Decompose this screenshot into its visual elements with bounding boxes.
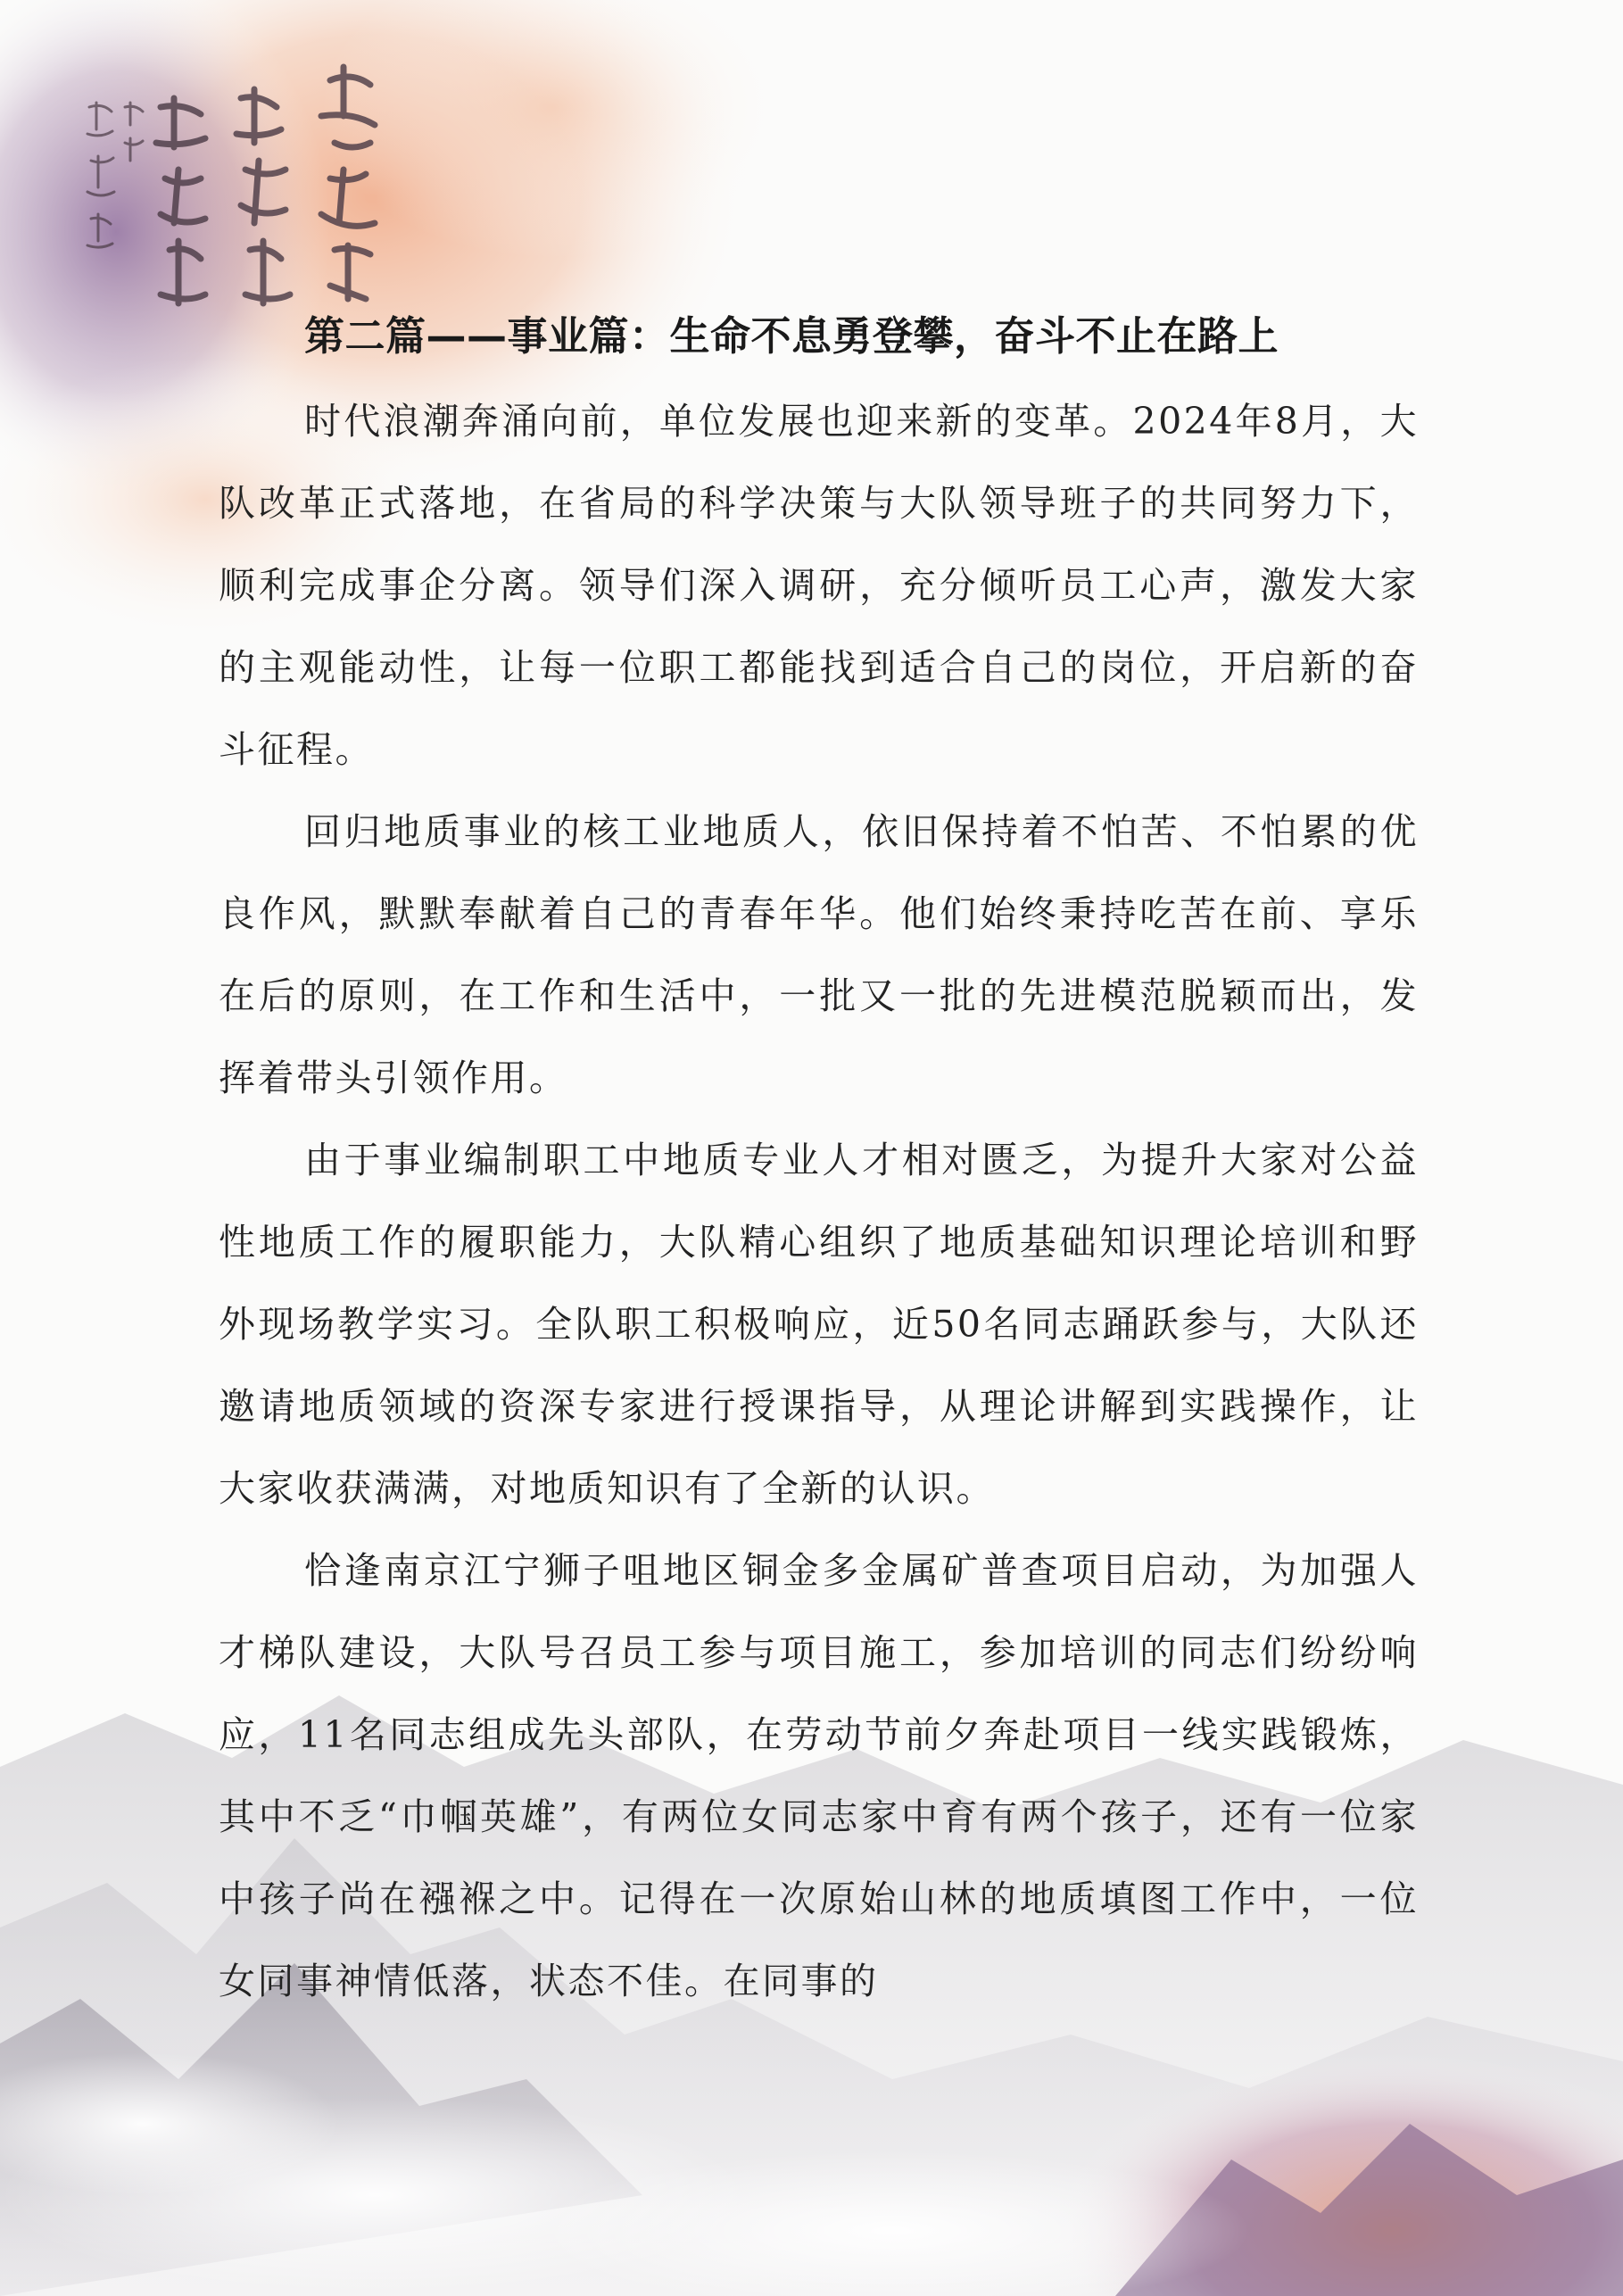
section-heading: 第二篇——事业篇：生命不息勇登攀，奋斗不止在路上 <box>304 312 1279 360</box>
paragraph: 由于事业编制职工中地质专业人才相对匮乏，为提升大家对公益性地质工作的履职能力，大队精心组织了地质基础知识理论培训和野外现场教学实习。全队职工积极响应，近50名同志踊跃参与，大队还邀请地质领域的资深专家进行授课指导，从理论讲解到实践操作，让大家收获满满，对地质知识有了全新的认识。 <box>219 1139 1419 1510</box>
article-body <box>219 305 1419 2022</box>
paragraph: 时代浪潮奔涌向前，单位发展也迎来新的变革。2024年8月，大队改革正式落地，在省局的科学决策与大队领导班子的共同努力下，顺利完成事企分离。领导们深入调研，充分倾听员工心声，激发大家的主观能动性，让每一位职工都能找到适合自己的岗位，开启新的奋斗征程。 <box>219 400 1419 771</box>
paragraph: 恰逢南京江宁狮子咀地区铜金多金属矿普查项目启动，为加强人才梯队建设，大队号召员工参与项目施工，参加培训的同志们纷纷响应，11名同志组成先头部队，在劳动节前夕奔赴项目一线实践锻炼，其中不乏“巾帼英雄”，有两位女同志家中育有两个孩子，还有一位家中孩子尚在襁褓之中。记得在一次原始山林的地质填图工作中，一位女同事神情低落，状态不佳。在同事的 <box>219 1549 1419 2002</box>
paragraph: 回归地质事业的核工业地质人，依旧保持着不怕苦、不怕累的优良作风，默默奉献着自己的青春年华。他们始终秉持吃苦在前、享乐在后的原则，在工作和生活中，一批又一批的先进模范脱颖而出，发挥着带头引领作用。 <box>219 810 1419 1099</box>
